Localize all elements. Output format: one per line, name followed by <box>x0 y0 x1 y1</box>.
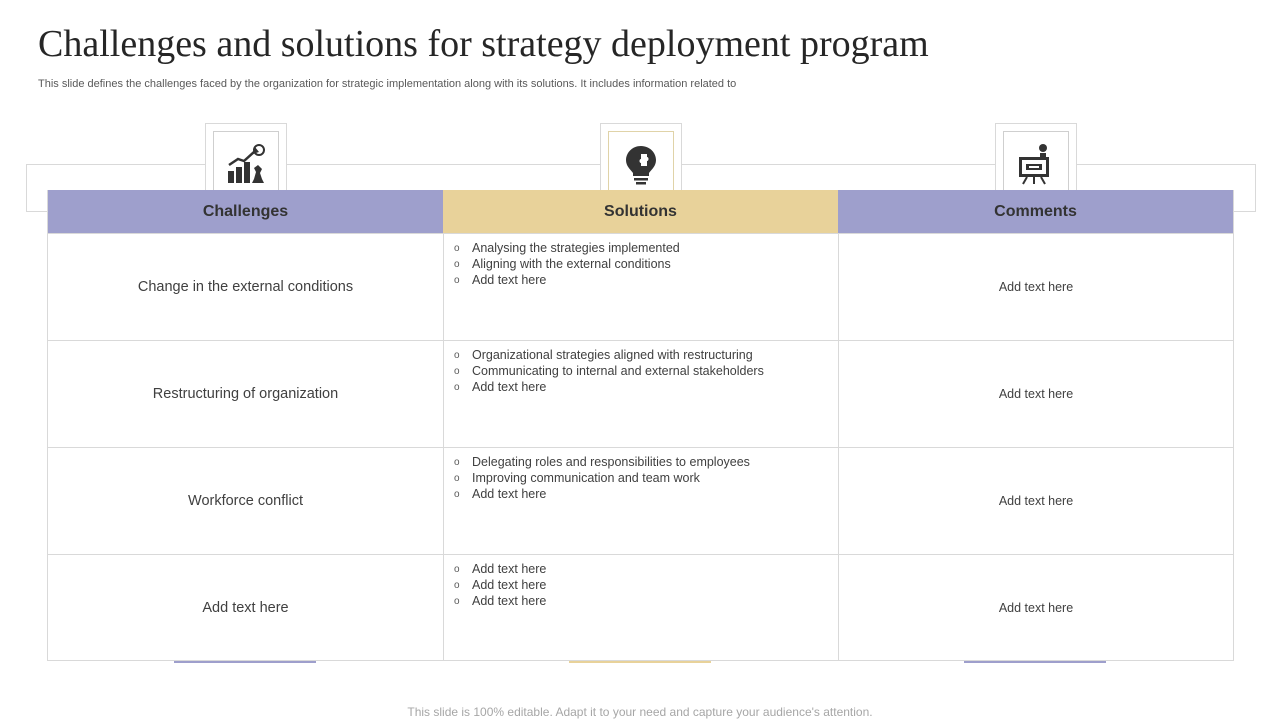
table-row <box>48 340 1233 447</box>
presenter-board-icon <box>1003 131 1069 197</box>
list-item: o Add text here <box>454 487 547 501</box>
challenge-cell: Add text here <box>202 600 289 616</box>
solution-text: Aligning with the external conditions <box>472 257 671 271</box>
header-solutions: Solutions <box>443 190 838 233</box>
icon-tab-challenges <box>205 123 287 193</box>
comment-cell: Add text here <box>998 601 1074 615</box>
solution-text: Improving communication and team work <box>472 471 700 485</box>
header-comments: Comments <box>838 190 1233 233</box>
solution-text: Organizational strategies aligned with restructuring <box>472 348 753 362</box>
table-row <box>48 554 1233 661</box>
header-challenges: Challenges <box>48 190 443 233</box>
challenge-cell: Change in the external conditions <box>137 279 354 295</box>
solution-text: Add text here <box>472 487 547 501</box>
page-subtitle: This slide defines the challenges faced by the organization for strategic implementation along with its solutions. It includes information related to <box>38 78 737 90</box>
solution-text: Add text here <box>472 594 547 608</box>
challenge-cell: Restructuring of organization <box>152 386 339 402</box>
list-item: o Improving communication and team work <box>454 471 700 485</box>
solution-list <box>444 454 838 502</box>
list-item: o Aligning with the external conditions <box>454 257 671 271</box>
solution-text: Add text here <box>472 380 547 394</box>
solution-list <box>444 561 838 609</box>
solution-text: Add text here <box>472 273 547 287</box>
list-item: o Delegating roles and responsibilities to employees <box>454 455 750 469</box>
accent-bar-challenges <box>174 661 316 663</box>
comment-cell: Add text here <box>998 494 1074 508</box>
lightbulb-puzzle-icon <box>608 131 674 197</box>
solution-text: Delegating roles and responsibilities to employees <box>472 455 750 469</box>
solution-text: Add text here <box>472 578 547 592</box>
solution-text: Add text here <box>472 562 547 576</box>
icon-tab-comments <box>995 123 1077 193</box>
solution-text: Analysing the strategies implemented <box>472 241 680 255</box>
accent-bar-solutions <box>569 661 711 663</box>
growth-chart-chess-icon <box>213 131 279 197</box>
list-item: o Analysing the strategies implemented <box>454 241 680 255</box>
challenges-table <box>47 190 1234 661</box>
list-item: o Add text here <box>454 578 547 592</box>
solution-list <box>444 347 838 395</box>
list-item: o Add text here <box>454 273 547 287</box>
comment-cell: Add text here <box>998 387 1074 401</box>
comment-cell: Add text here <box>998 280 1074 294</box>
page-title: Challenges and solutions for strategy deployment program <box>38 23 929 65</box>
list-item: o Add text here <box>454 380 547 394</box>
solution-list <box>444 240 838 288</box>
accent-bar-comments <box>964 661 1106 663</box>
icon-tab-solutions <box>600 123 682 193</box>
solution-text: Communicating to internal and external stakeholders <box>472 364 764 378</box>
list-item: o Organizational strategies aligned with restructuring <box>454 348 753 362</box>
list-item: o Communicating to internal and external stakeholders <box>454 364 764 378</box>
footer-note: This slide is 100% editable. Adapt it to your need and capture your audience's attention. <box>407 705 873 719</box>
list-item: o Add text here <box>454 594 547 608</box>
table-row <box>48 233 1233 340</box>
challenge-cell: Workforce conflict <box>188 493 303 509</box>
list-item: o Add text here <box>454 562 547 576</box>
table-row <box>48 447 1233 554</box>
